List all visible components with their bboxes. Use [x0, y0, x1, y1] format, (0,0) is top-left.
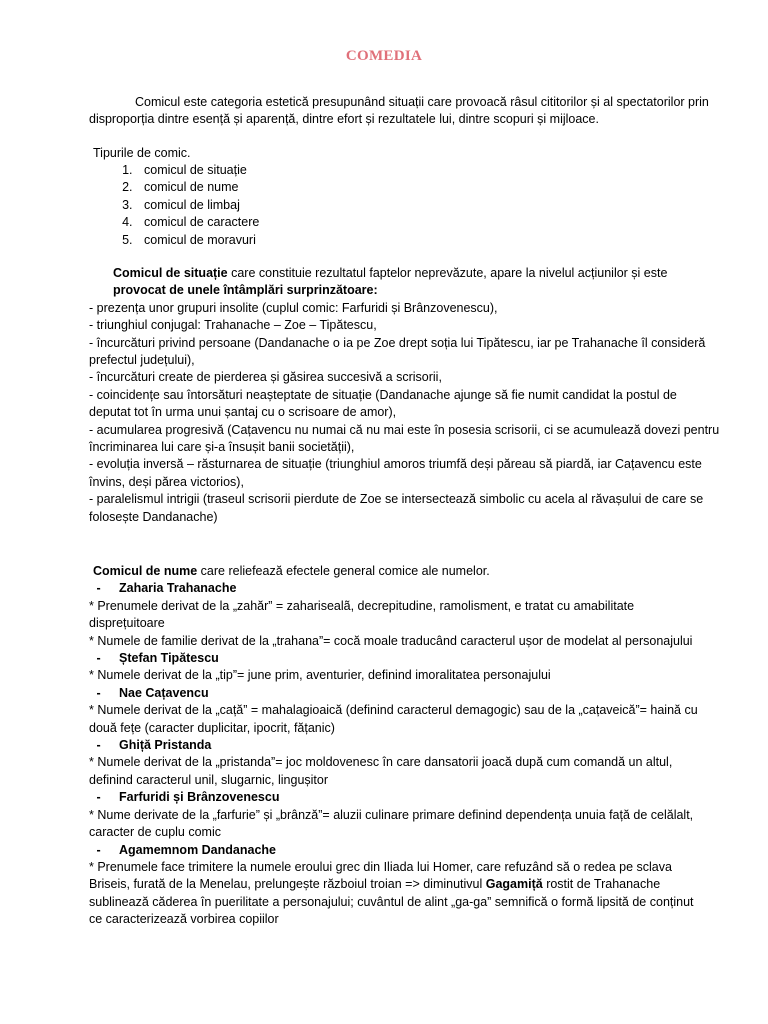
- text-line: învins, deși părea victorios),: [89, 474, 244, 489]
- text-line: încriminarea lui care și-a însușit banii societății),: [89, 440, 355, 455]
- text-line: - prezența unor grupuri insolite (cuplul comic: Farfuridi și Brânzovenescu),: [89, 300, 498, 315]
- text-line: * Prenumele face trimitere la numele eroului grec din Iliada lui Homer, care refuzând să o redea pe sclava: [89, 859, 672, 874]
- text-line: - încurcături create de pierderea și găsirea succesivă a scrisorii,: [89, 370, 442, 385]
- text-line: definind caracterul unil, slugarnic, lingușitor: [89, 772, 329, 787]
- text-line: sublinează căderea în puerilitate a personajului; cuvântul de alint „ga-ga” semnifică o formă lipsită de conținut: [89, 894, 694, 909]
- character-name: - Agamemnom Dandanache: [93, 842, 276, 857]
- page-title: COMEDIA: [345, 48, 423, 64]
- list-item: 2. comicul de nume: [136, 179, 536, 196]
- text-line: * Numele derivat de la „cață” = mahalagioaică (definind caracterul demagogic) sau de la „cațaveică”= haină cu: [89, 703, 698, 718]
- section-lead: [89, 265, 729, 282]
- text-line: - coincidențe sau întorsături neașteptate de situație (Dandanache ajunge să fie numit candidat la postul de: [89, 387, 677, 402]
- list-item: 3. comicul de limbaj: [136, 197, 536, 214]
- character-name: - Ștefan Tipătescu: [93, 651, 219, 666]
- text-line: Briseis, furată de la Menelau, prelungește războiul troian => diminutivul Gagamiță rostit de Trahanache: [89, 877, 661, 892]
- list-item: 1. comicul de situație: [136, 162, 536, 179]
- text-line: * Numele derivat de la „tip”= june prim, aventurier, definind imoralitatea personajului: [89, 668, 551, 683]
- text-line: * Prenumele derivat de la „zahăr” = zaharisealã, decrepitudine, ramolisment, e tratat cu amabilitate: [89, 598, 635, 613]
- text-line: - acumularea progresivă (Cațavencu nu numai că nu mai este în posesia scrisorii, ci se acumulează dovezi pentru: [89, 422, 720, 437]
- text-line: două fețe (caracter duplicitar, ipocrit, fățanic): [89, 720, 335, 735]
- intro-paragraph: [89, 94, 729, 129]
- nume-section: [89, 563, 729, 929]
- section-lead-continuation: provocat de unele întâmplări surprinzătoare:: [113, 283, 378, 298]
- intro-line: disproporția dintre esență și aparență, dintre efort și rezultatele lui, dintre scopuri și mijloace.: [89, 112, 599, 127]
- text-line: prefectul județului),: [89, 353, 195, 368]
- text-line: disprețuitoare: [89, 616, 165, 631]
- text-line: * Numele de familie derivat de la „trahana”= cocă moale traducând caracterul ușor de modelat al personajului: [89, 633, 693, 648]
- types-heading: Tipurile de comic.: [93, 146, 191, 160]
- intro-line: Comicul este categoria estetică presupunând situații care provoacă râsul cititorilor și al spectatorilor prin: [135, 95, 709, 109]
- character-name: - Nae Cațavencu: [93, 685, 209, 700]
- section-term: Comicul de situație: [113, 266, 228, 280]
- types-list: [112, 162, 536, 249]
- text-line: ce caracterizează vorbirea copiilor: [89, 912, 279, 927]
- character-name: - Zaharia Trahanache: [93, 581, 237, 596]
- text-line: * Nume derivate de la „farfurie” și „brânză”= aluzii culinare primare definind dependența unuia față de celălalt,: [89, 807, 694, 822]
- character-name: - Ghiță Pristanda: [93, 738, 212, 753]
- situatie-section: [89, 265, 729, 526]
- list-item: 4. comicul de caractere: [136, 214, 536, 231]
- text-line: - paralelismul intrigii (traseul scrisorii pierdute de Zoe se intersectează simbolic cu acela al răvașului de care se: [89, 492, 704, 507]
- text-line: - încurcături privind persoane (Dandanache o ia pe Zoe drept soția lui Tipătescu, iar pe Trahanache îl consideră: [89, 335, 706, 350]
- list-item: 5. comicul de moravuri: [136, 232, 536, 249]
- section-lead: [89, 563, 729, 580]
- text-line: - evoluția inversă – răsturnarea de situație (triunghiul amoros triumfă deși păreau să piardă, iar Cațavencu este: [89, 457, 702, 472]
- section-term: Comicul de nume: [93, 564, 198, 578]
- section-lead-text: care reliefează efectele general comice ale numelor.: [197, 564, 490, 578]
- text-line: * Numele derivat de la „pristanda”= joc moldovenesc în care dansatorii joacă după cum comandă un altul,: [89, 755, 673, 770]
- text-line: - triunghiul conjugal: Trahanache – Zoe – Tipătescu,: [89, 318, 377, 333]
- character-name: - Farfuridi și Brânzovenescu: [93, 790, 280, 805]
- text-line: deputat tot în urma unui șantaj cu o scrisoare de amor),: [89, 405, 397, 420]
- section-lead-text: care constituie rezultatul faptelor neprevăzute, apare la nivelul acțiunilor și este: [227, 266, 668, 280]
- text-line: caracter de cuplu comic: [89, 825, 222, 840]
- inline-bold-term: Gagamiță: [485, 877, 543, 892]
- text-line: folosește Dandanache): [89, 509, 218, 524]
